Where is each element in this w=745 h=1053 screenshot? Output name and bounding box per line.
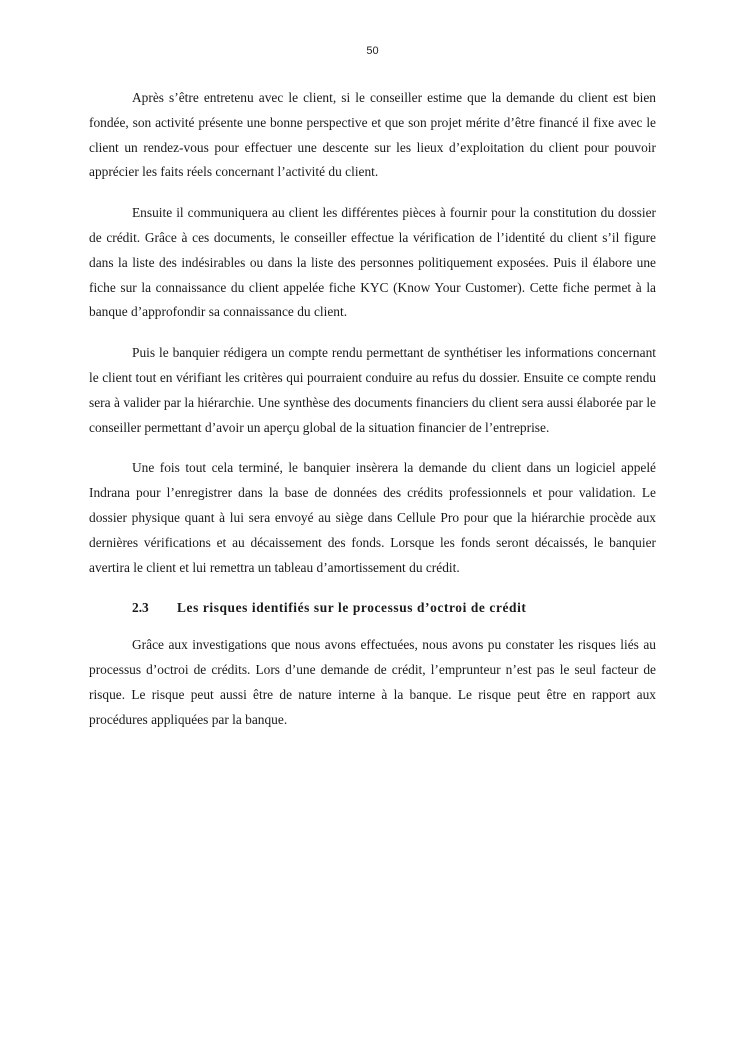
page-number: 50: [366, 45, 379, 57]
paragraph-indrana-disbursement: Une fois tout cela terminé, le banquier insèrera la demande du client dans un logiciel appelé Indrana pour l’enregistrer dans la base de données des crédits professionnels et pour validation. Le dossier physique quant à lui sera envoyé au siège dans Cellule Pro pour que la hiérarchie procède aux dernières vérifications et au décaissement des fonds. Lorsque les fonds seront décaissés, le banquier avertira le client et lui remettra un tableau d’amortissement du crédit.: [89, 460, 656, 575]
section-heading: [89, 596, 656, 620]
paragraph-report-synthesis: Puis le banquier rédigera un compte rendu permettant de synthétiser les informations concernant le client tout en vérifiant les critères qui pourraient conduire au refus du dossier. Ensuite ce compte rendu sera à valider par la hiérarchie. Une synthèse des documents financiers du client sera aussi élaborée par le conseiller permettant d’avoir un aperçu global de la situation financier de l’entreprise.: [89, 345, 656, 435]
paragraph-documents-kyc: Ensuite il communiquera au client les différentes pièces à fournir pour la constitution du dossier de crédit. Grâce à ces documents, le conseiller effectue la vérification de l’identité du client s’il figure dans la liste des indésirables ou dans la liste des personnes politiquement exposées. Puis il élabore une fiche sur la connaissance du client appelée fiche KYC (Know Your Customer). Cette fiche permet à la banque d’approfondir sa connaissance du client.: [89, 205, 656, 320]
section-title: Les risques identifiés sur le processus d’octroi de crédit: [177, 600, 527, 616]
section-number: 2.3: [132, 600, 149, 616]
paragraph-site-visit: Après s’être entretenu avec le client, si le conseiller estime que la demande du client est bien fondée, son activité présente une bonne perspective et que son projet mérite d’être financé il fixe avec le client un rendez-vous pour effectuer une descente sur les lieux d’exploitation du client pour pouvoir apprécier les faits réels concernant l’activité du client.: [89, 90, 656, 180]
paragraph-risks: Grâce aux investigations que nous avons effectuées, nous avons pu constater les risques liés au processus d’octroi de crédits. Lors d’une demande de crédit, l’emprunteur n’est pas le seul facteur de risque. Le risque peut aussi être de nature interne à la banque. Le risque peut être en rapport aux procédures appliquées par la banque.: [89, 637, 656, 727]
document-body: [89, 86, 656, 749]
